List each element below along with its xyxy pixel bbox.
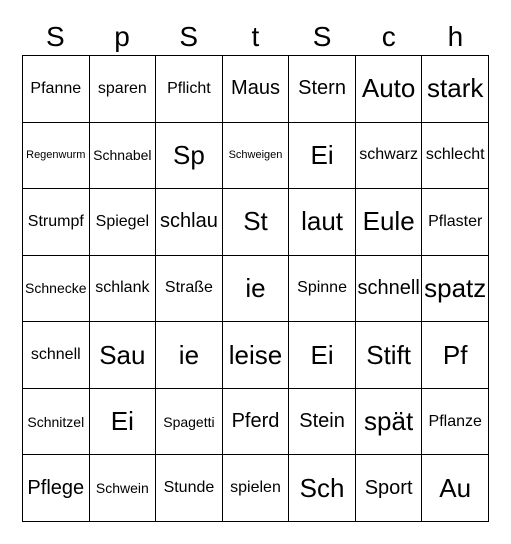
bingo-cell[interactable]: Schweigen: [223, 123, 290, 190]
bingo-cell[interactable]: Pfanne: [23, 56, 90, 123]
bingo-cell[interactable]: Eule: [356, 189, 423, 256]
header-letter: p: [114, 21, 130, 52]
bingo-cell[interactable]: schnell: [23, 322, 90, 389]
bingo-grid: [22, 55, 489, 522]
bingo-cell[interactable]: Auto: [356, 56, 423, 123]
bingo-cell[interactable]: Ei: [289, 322, 356, 389]
bingo-cell[interactable]: ie: [156, 322, 223, 389]
bingo-cell[interactable]: laut: [289, 189, 356, 256]
bingo-cell[interactable]: Stift: [356, 322, 423, 389]
bingo-cell[interactable]: Strumpf: [23, 189, 90, 256]
bingo-cell[interactable]: schnell: [356, 256, 423, 323]
bingo-cell[interactable]: Sp: [156, 123, 223, 190]
bingo-cell[interactable]: schwarz: [356, 123, 423, 190]
bingo-cell[interactable]: Spagetti: [156, 389, 223, 456]
bingo-cell[interactable]: Stein: [289, 389, 356, 456]
bingo-cell[interactable]: Schwein: [90, 455, 157, 522]
bingo-cell[interactable]: sparen: [90, 56, 157, 123]
bingo-cell[interactable]: schlecht: [422, 123, 489, 190]
bingo-header: [22, 18, 489, 56]
header-letter: c: [381, 21, 396, 52]
bingo-cell[interactable]: Maus: [223, 56, 290, 123]
bingo-cell[interactable]: Spiegel: [90, 189, 157, 256]
bingo-cell[interactable]: Straße: [156, 256, 223, 323]
bingo-cell[interactable]: Spinne: [289, 256, 356, 323]
header-letter: t: [251, 21, 260, 52]
header-letter: S: [179, 21, 199, 52]
bingo-cell[interactable]: Sau: [90, 322, 157, 389]
bingo-cell[interactable]: Schnecke: [23, 256, 90, 323]
bingo-cell[interactable]: Ei: [90, 389, 157, 456]
bingo-cell[interactable]: schlau: [156, 189, 223, 256]
bingo-cell[interactable]: Pflanze: [422, 389, 489, 456]
bingo-cell[interactable]: schlank: [90, 256, 157, 323]
bingo-cell[interactable]: St: [223, 189, 290, 256]
bingo-cell[interactable]: spät: [356, 389, 423, 456]
bingo-cell[interactable]: Ei: [289, 123, 356, 190]
bingo-cell[interactable]: Pflicht: [156, 56, 223, 123]
bingo-cell[interactable]: Schnabel: [90, 123, 157, 190]
bingo-cell[interactable]: Pferd: [223, 389, 290, 456]
bingo-cell[interactable]: Pflaster: [422, 189, 489, 256]
header-letter: S: [46, 21, 65, 52]
bingo-cell[interactable]: Sch: [289, 455, 356, 522]
header-letter: h: [447, 21, 464, 52]
bingo-cell[interactable]: Pf: [422, 322, 489, 389]
bingo-cell[interactable]: stark: [422, 56, 489, 123]
bingo-cell[interactable]: Regenwurm: [23, 123, 90, 190]
bingo-cell[interactable]: Schnitzel: [23, 389, 90, 456]
bingo-cell[interactable]: Stern: [289, 56, 356, 123]
bingo-cell[interactable]: spatz: [422, 256, 489, 323]
header-letter: S: [312, 21, 332, 52]
bingo-cell[interactable]: Au: [422, 455, 489, 522]
bingo-cell[interactable]: ie: [223, 256, 290, 323]
bingo-cell[interactable]: Stunde: [156, 455, 223, 522]
bingo-cell[interactable]: spielen: [223, 455, 290, 522]
bingo-cell[interactable]: Pflege: [23, 455, 90, 522]
bingo-cell[interactable]: Sport: [356, 455, 423, 522]
bingo-cell[interactable]: leise: [223, 322, 290, 389]
